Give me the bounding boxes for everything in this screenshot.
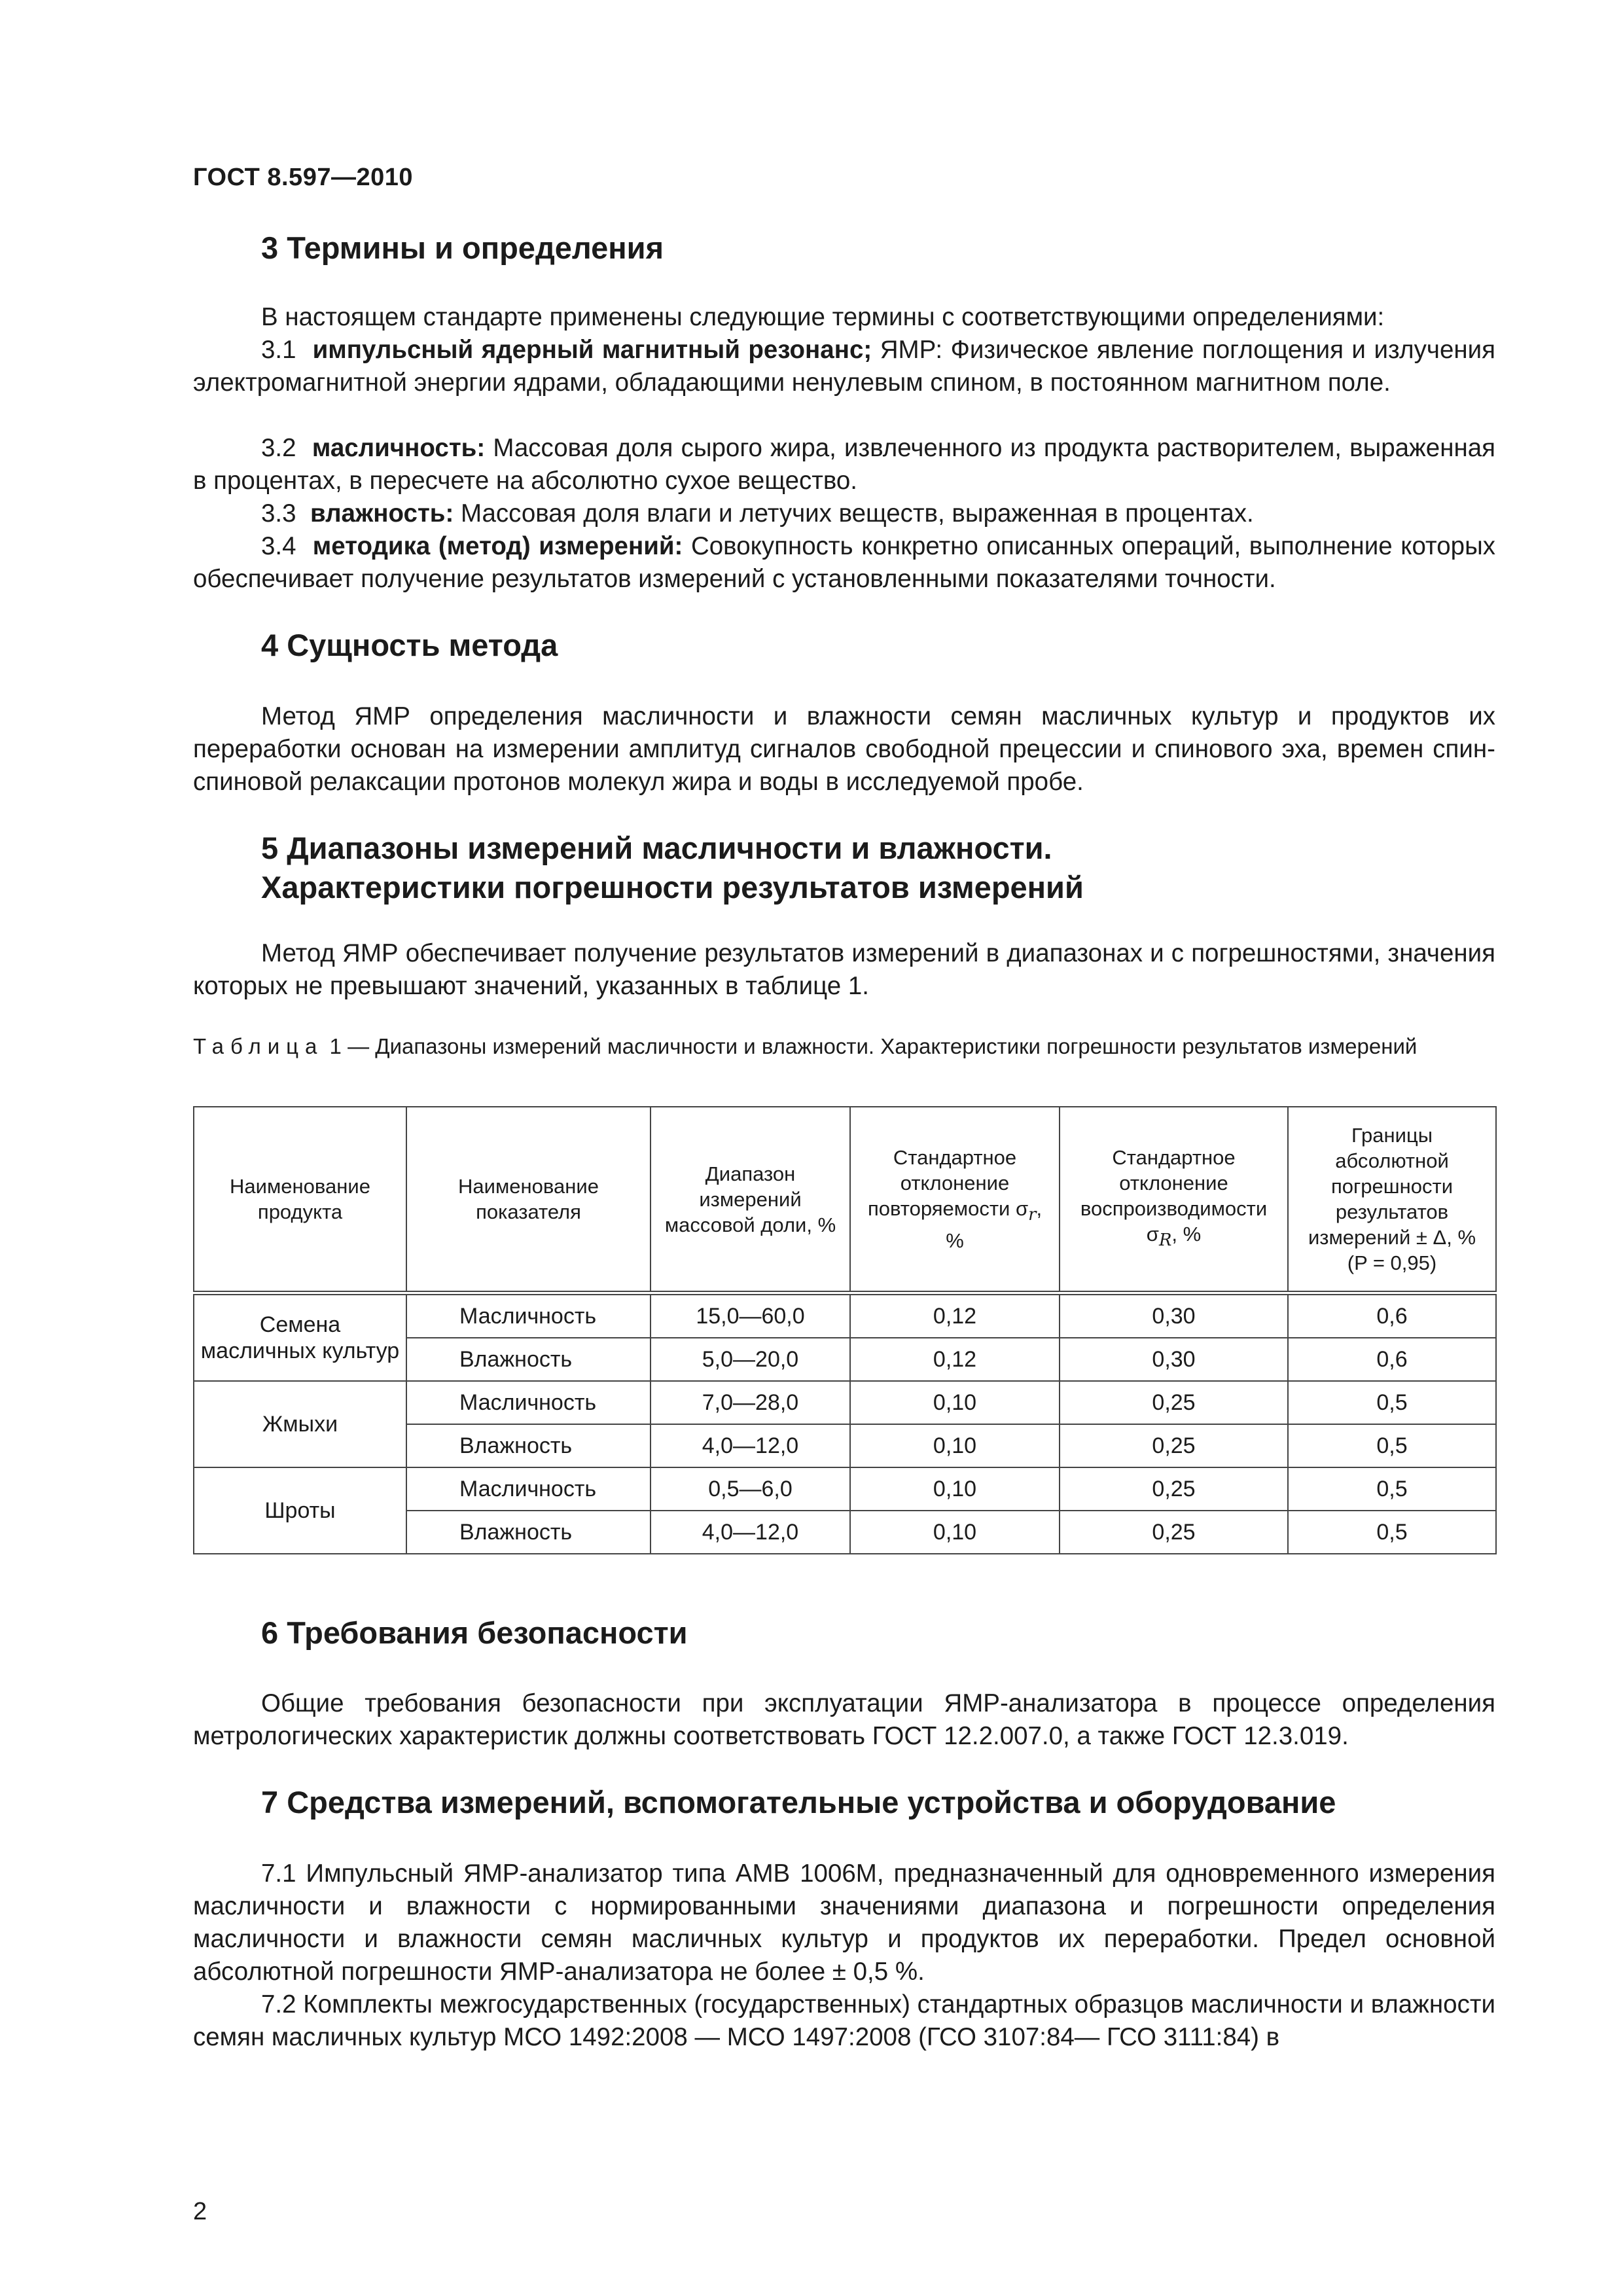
header-reproducibility-subscript: R: [1158, 1230, 1172, 1251]
header-repeatability-unit: , %: [946, 1196, 1043, 1253]
section-5-text: Метод ЯМР обеспечивает получение результатов измерений в диапазонах и с погрешностями, значения которых не превышают значений, указанных в таблице 1.: [193, 939, 1495, 1000]
paragraph-7-2: 7.2 Комплекты межгосударственных (государственных) стандартных образцов масличности и влажности семян масличных культур МСО 1492:2008 — МСО 1497:2008 (ГСО 3107:84— ГСО 3111:84) в: [193, 1990, 1495, 2051]
term-3-4-definition: Совокупность конкретно описанных операций, выполнение которых обеспечивает получение результатов измерений с установленными показателями точности.: [193, 532, 1495, 593]
section-7-heading: 7 Средства измерений, вспомогательные устройства и оборудование: [261, 1785, 1336, 1820]
section-3-heading: 3 Термины и определения: [261, 230, 664, 265]
repeatability-cell: 0,10: [850, 1381, 1060, 1424]
repeatability-cell: 0,10: [850, 1467, 1060, 1511]
table-1-caption: [193, 1033, 1495, 1060]
section-6-text: Общие требования безопасности при эксплуатации ЯМР-анализатора в процессе определения метрологических характеристик должны соответствовать ГОСТ 12.2.007.0, а также ГОСТ 12.3.019.: [193, 1689, 1495, 1750]
header-error-bounds: [1288, 1107, 1496, 1293]
indicator-cell: Масличность: [406, 1381, 651, 1424]
indicator-cell: Масличность: [406, 1467, 651, 1511]
header-reproducibility-text: Стандартное отклонение воспроизводимости σ: [1080, 1145, 1268, 1246]
section-3-intro: В настоящем стандарте применены следующие термины с соответствующими определениями:: [261, 303, 1385, 331]
header-product: Наименование продукта: [194, 1107, 406, 1293]
repeatability-cell: 0,10: [850, 1424, 1060, 1467]
section-6-heading: 6 Требования безопасности: [261, 1615, 688, 1650]
indicator-cell: Влажность: [406, 1338, 651, 1381]
product-cell: Шроты: [194, 1467, 406, 1554]
header-repeatability-text: Стандартное отклонение повторяемости σ: [867, 1145, 1029, 1220]
page-number: 2: [193, 2198, 207, 2225]
product-cell: Жмыхи: [194, 1381, 406, 1467]
reproducibility-cell: 0,25: [1060, 1424, 1288, 1467]
repeatability-cell: 0,12: [850, 1338, 1060, 1381]
indicator-cell: Масличность: [406, 1293, 651, 1338]
table-row: [194, 1467, 1496, 1511]
term-3-4-term: методика (метод) измерений:: [312, 532, 683, 560]
section-5-heading-line-1: 5 Диапазоны измерений масличности и влажности.: [261, 831, 1052, 865]
table-caption-text: 1 — Диапазоны измерений масличности и влажности. Характеристики погрешности результатов измерений: [323, 1034, 1418, 1058]
header-confidence-level: (P = 0,95): [1347, 1251, 1437, 1274]
document-page: [193, 0, 1495, 2296]
range-cell: 5,0—20,0: [651, 1338, 850, 1381]
header-error-bounds-text: Границы абсолютной погрешности результатов измерений ± Δ, %: [1308, 1124, 1476, 1249]
table-1: [193, 1106, 1497, 1554]
table-row: [194, 1381, 1496, 1424]
repeatability-cell: 0,12: [850, 1293, 1060, 1338]
term-3-3-number: 3.3: [261, 499, 296, 528]
term-3-1: [193, 334, 1495, 399]
range-cell: 15,0—60,0: [651, 1293, 850, 1338]
error-bound-cell: 0,5: [1288, 1467, 1496, 1511]
table-row: [194, 1293, 1496, 1338]
term-3-1-number: 3.1: [261, 336, 296, 364]
paragraph-7-1: 7.1 Импульсный ЯМР-анализатор типа АМВ 1006М, предназначенный для одновременного измерения масличности и влажности с нормированными значениями диапазона и погрешности определения масличности и влажности семян масличных культур и продуктов их переработки. Предел основной абсолютной погрешности ЯМР-анализатора не более ± 0,5 %.: [193, 1859, 1495, 1986]
section-4-heading: 4 Сущность метода: [261, 628, 558, 662]
reproducibility-cell: 0,25: [1060, 1467, 1288, 1511]
header-reproducibility: [1060, 1107, 1288, 1293]
error-bound-cell: 0,5: [1288, 1381, 1496, 1424]
section-4-text: Метод ЯМР определения масличности и влажности семян масличных культур и продуктов их переработки основан на измерении амплитуд сигналов свободной прецессии и спинового эха, времен спин-спиновой релаксации протонов молекул жира и воды в исследуемой пробе.: [193, 702, 1495, 796]
header-indicator: Наименование показателя: [406, 1107, 651, 1293]
reproducibility-cell: 0,25: [1060, 1381, 1288, 1424]
range-cell: 7,0—28,0: [651, 1381, 850, 1424]
range-cell: 4,0—12,0: [651, 1424, 850, 1467]
reproducibility-cell: 0,25: [1060, 1511, 1288, 1554]
term-3-1-definition: ЯМР: Физическое явление поглощения и излучения электромагнитной энергии ядрами, обладающими ненулевым спином, в постоянном магнитном поле.: [193, 336, 1495, 397]
term-3-3-term: влажность:: [310, 499, 454, 528]
header-repeatability: [850, 1107, 1060, 1293]
error-bound-cell: 0,6: [1288, 1338, 1496, 1381]
product-cell: Семена масличных культур: [194, 1293, 406, 1382]
range-cell: 0,5—6,0: [651, 1467, 850, 1511]
term-3-2-number: 3.2: [261, 434, 296, 462]
term-3-4-number: 3.4: [261, 532, 296, 560]
term-3-1-term: импульсный ядерный магнитный резонанс;: [312, 336, 872, 364]
term-3-2: [193, 432, 1495, 497]
repeatability-cell: 0,10: [850, 1511, 1060, 1554]
section-5-heading-line-2: Характеристики погрешности результатов измерений: [261, 870, 1084, 905]
term-3-3-definition: Массовая доля влаги и летучих веществ, выраженная в процентах.: [454, 499, 1254, 528]
term-3-3: [193, 497, 1495, 530]
indicator-cell: Влажность: [406, 1511, 651, 1554]
term-3-2-definition: Массовая доля сырого жира, извлеченного из продукта растворителем, выраженная в процентах, в пересчете на абсолютно сухое вещество.: [193, 434, 1495, 495]
range-cell: 4,0—12,0: [651, 1511, 850, 1554]
error-bound-cell: 0,6: [1288, 1293, 1496, 1338]
table-caption-label: Таблица: [193, 1034, 324, 1058]
header-range: Диапазон измерений массовой доли, %: [651, 1107, 850, 1293]
error-bound-cell: 0,5: [1288, 1424, 1496, 1467]
header-repeatability-subscript: r: [1028, 1205, 1037, 1225]
indicator-cell: Влажность: [406, 1424, 651, 1467]
term-3-2-term: масличность:: [312, 434, 486, 462]
header-reproducibility-unit: , %: [1171, 1222, 1202, 1246]
reproducibility-cell: 0,30: [1060, 1338, 1288, 1381]
document-code: ГОСТ 8.597—2010: [193, 164, 413, 191]
table-header-row: [194, 1107, 1496, 1293]
term-3-4: [193, 530, 1495, 596]
reproducibility-cell: 0,30: [1060, 1293, 1288, 1338]
error-bound-cell: 0,5: [1288, 1511, 1496, 1554]
